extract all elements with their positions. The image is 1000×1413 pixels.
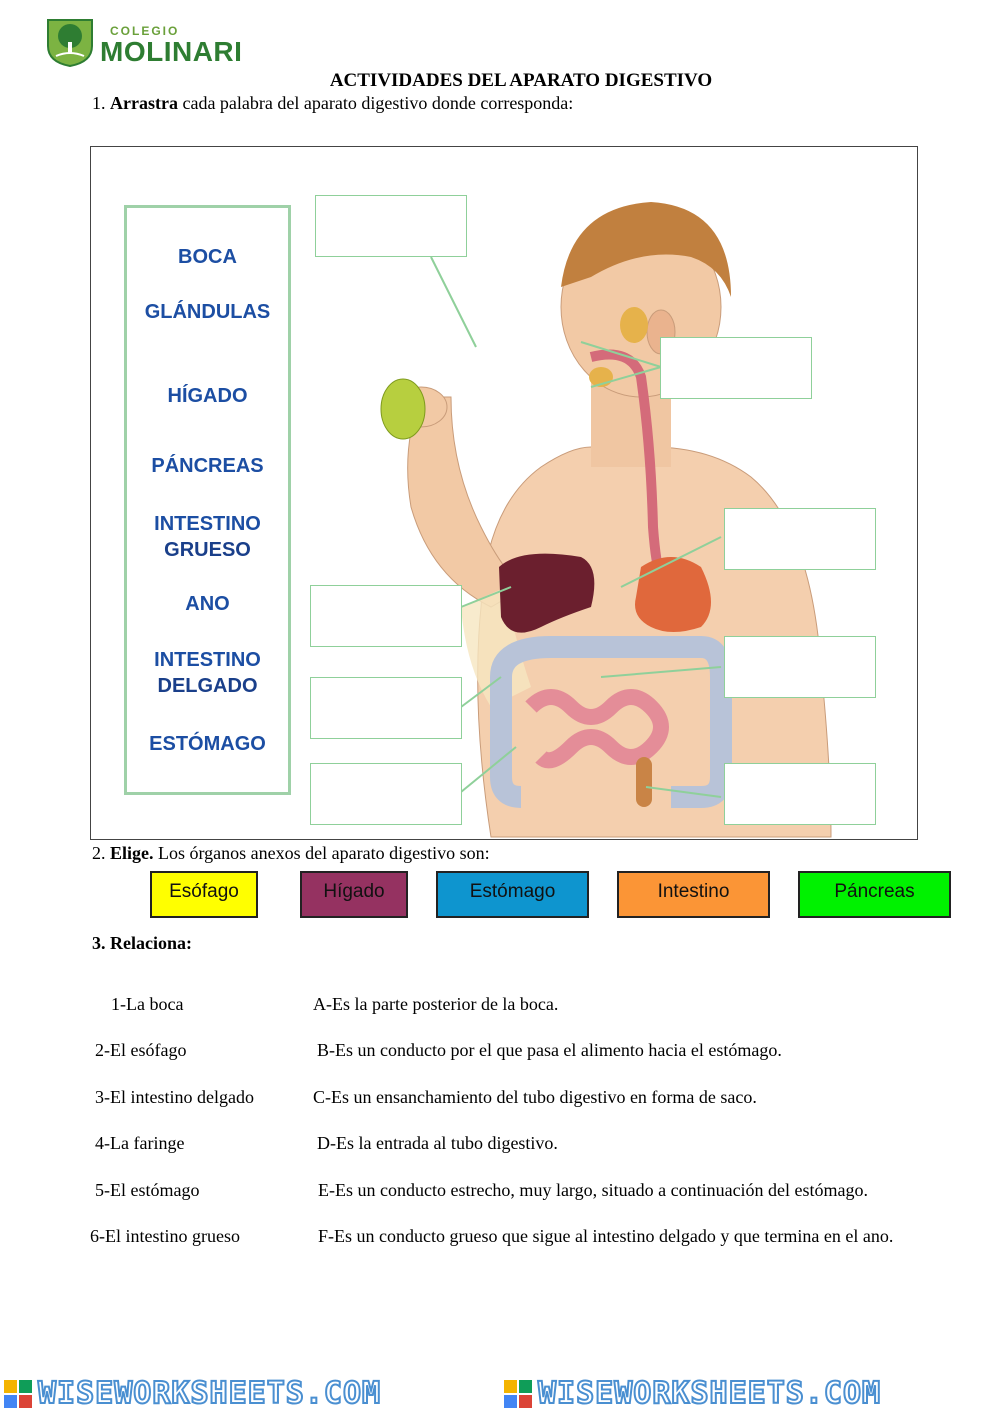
page-title: ACTIVIDADES DEL APARATO DIGESTIVO [329,70,713,91]
word-ano[interactable]: ANO [185,593,230,615]
q2-number: 2. [92,843,106,863]
drop-box-7[interactable] [310,763,462,825]
drop-box-5[interactable] [724,636,876,698]
word-pancreas[interactable]: PÁNCREAS [151,455,264,477]
drop-box-8[interactable] [724,763,876,825]
word-glandulas[interactable]: GLÁNDULAS [144,301,271,323]
word-intestino-delgado[interactable]: INTESTINO DELGADO [154,649,261,697]
word-boca[interactable]: BOCA [178,246,237,268]
question-1 [92,93,573,114]
match-left-5[interactable]: 5-El estómago [95,1180,200,1200]
match-left-1[interactable]: 1-La boca [111,994,184,1014]
drop-box-2[interactable] [660,337,812,399]
drop-box-6[interactable] [310,677,462,739]
q1-bold: Arrastra [110,93,178,113]
match-right-b[interactable]: B-Es un conducto por el que pasa el alimento hacia el estómago. [317,1040,782,1060]
q2-text: Los órganos anexos del aparato digestivo son: [158,843,490,863]
word-bank [124,205,291,795]
drop-box-4[interactable] [310,585,462,647]
q2-bold: Elige. [110,843,154,863]
q1-text: cada palabra del aparato digestivo donde corresponda: [182,93,574,113]
word-higado[interactable]: HÍGADO [167,385,248,407]
word-intestino-grueso[interactable]: INTESTINO GRUESO [154,513,261,561]
word-estomago[interactable]: ESTÓMAGO [149,733,266,755]
digestive-figure [90,146,918,840]
watermark-text-1: WISEWORKSHEETS.COM [38,1376,382,1411]
match-right-d[interactable]: D-Es la entrada al tubo digestivo. [317,1133,558,1153]
option-higado[interactable]: Hígado [300,871,408,918]
wise-badge-icon [504,1380,532,1408]
match-left-6[interactable]: 6-El intestino grueso [90,1226,240,1246]
footer-watermark [0,1376,1000,1410]
wise-badge-icon [4,1380,32,1408]
question-2 [92,843,490,864]
question-3-heading: 3. Relaciona: [92,933,192,953]
match-right-f[interactable]: F-Es un conducto grueso que sigue al intestino delgado y que termina en el ano. [318,1226,894,1246]
drop-box-1[interactable] [315,195,467,257]
match-left-4[interactable]: 4-La faringe [95,1133,185,1153]
match-left-2[interactable]: 2-El esófago [95,1040,187,1060]
drop-box-3[interactable] [724,508,876,570]
watermark-1 [4,1376,498,1410]
q1-number: 1. [92,93,106,113]
option-pancreas[interactable]: Páncreas [798,871,951,918]
match-left-3[interactable]: 3-El intestino delgado [95,1087,254,1107]
logo-name: MOLINARI [100,36,243,67]
match-right-c[interactable]: C-Es un ensanchamiento del tubo digestivo en forma de saco. [313,1087,757,1107]
option-esofago[interactable]: Esófago [150,871,258,918]
option-intestino[interactable]: Intestino [617,871,770,918]
option-estomago[interactable]: Estómago [436,871,589,918]
tree-shield-icon [44,16,96,68]
watermark-2 [504,1376,998,1410]
match-right-a[interactable]: A-Es la parte posterior de la boca. [313,994,559,1014]
match-right-e[interactable]: E-Es un conducto estrecho, muy largo, situado a continuación del estómago. [318,1180,869,1200]
school-logo [44,16,254,70]
watermark-text-2: WISEWORKSHEETS.COM [538,1376,882,1411]
logo-top-text: COLEGIO [110,24,180,38]
